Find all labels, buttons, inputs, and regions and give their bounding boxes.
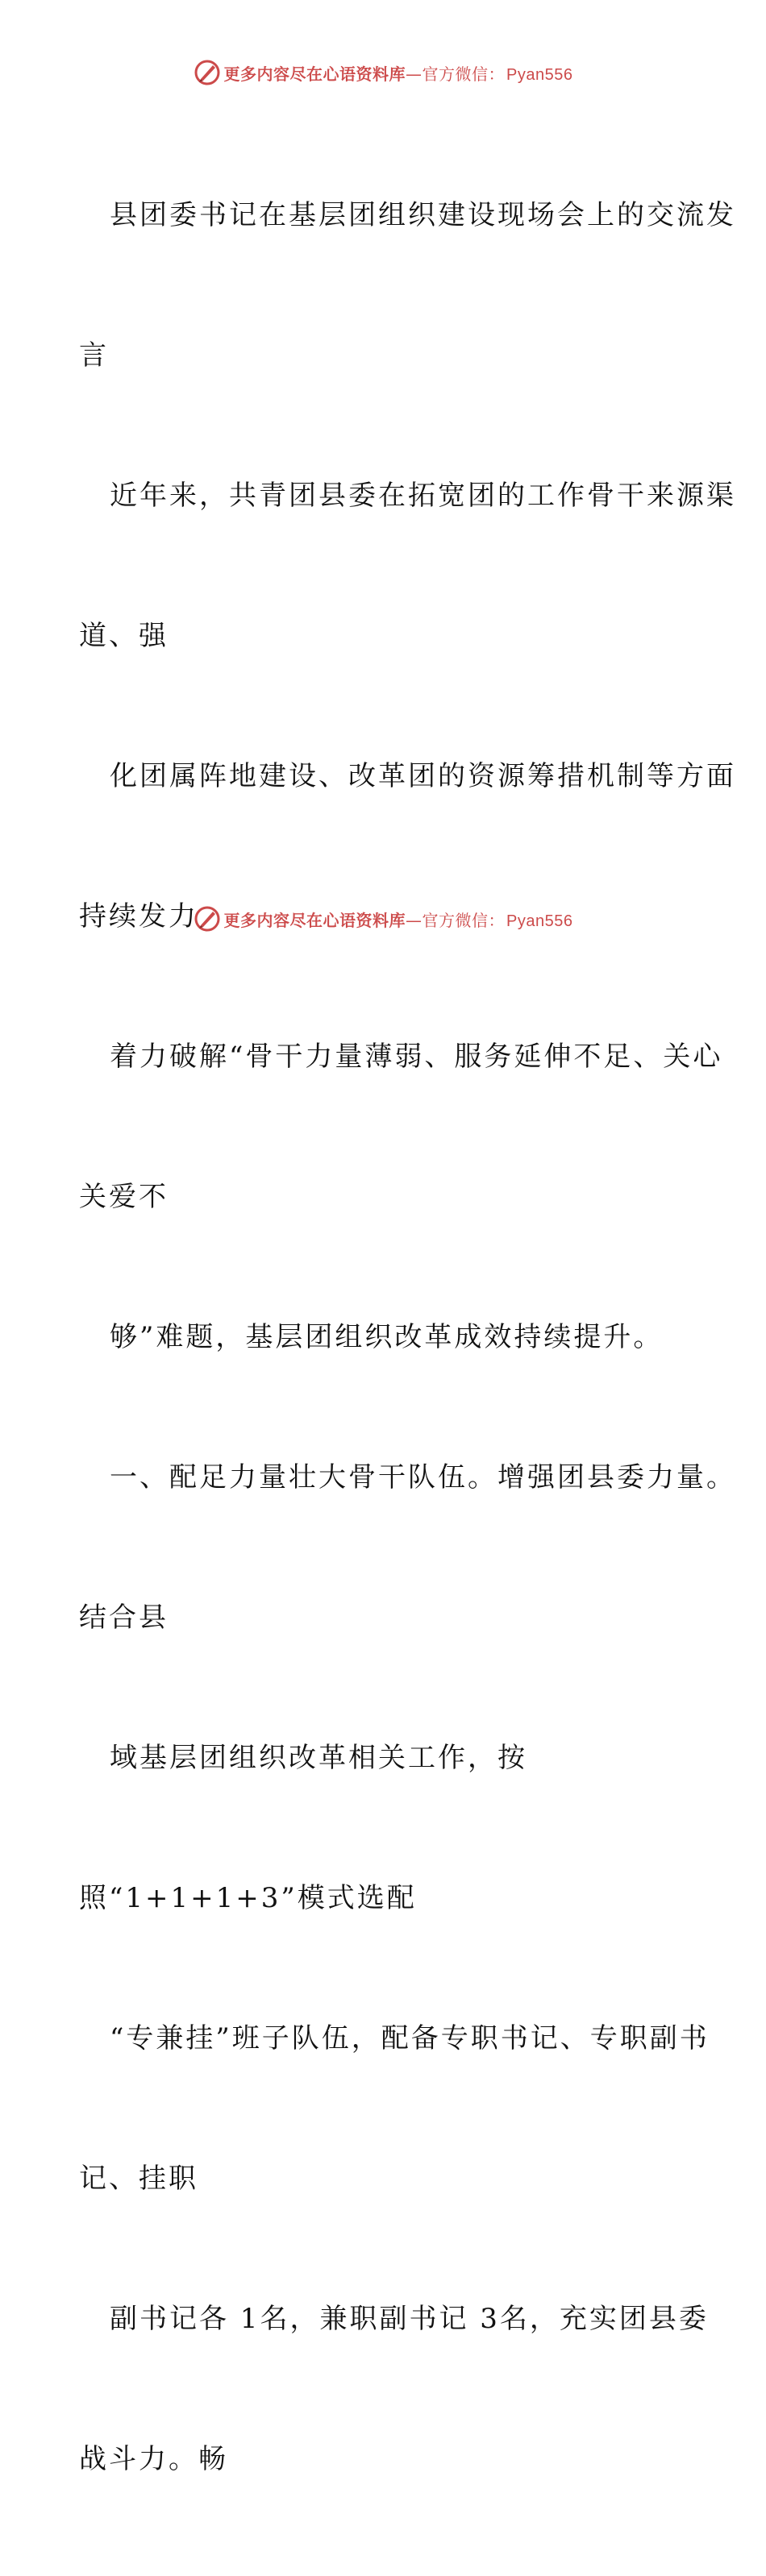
document-body	[79, 98, 736, 2576]
text-line: 言	[79, 339, 109, 372]
text-line: 一、配足力量壮大骨干队伍。增强团县委力量。	[110, 1461, 736, 1494]
text-line: 道、强	[79, 620, 169, 652]
text-line: 照“1+1+1+3”模式选配	[79, 1882, 417, 1914]
watermark-wechat-id: Pyan556	[506, 65, 573, 84]
text-line: 县团委书记在基层团组织建设现场会上的交流发	[110, 199, 736, 231]
text-line: 战斗力。畅	[79, 2443, 228, 2475]
text-line: 记、挂职	[79, 2163, 198, 2195]
quill-logo-icon	[194, 905, 221, 933]
watermark-text	[224, 61, 573, 85]
text-line: 化团属阵地建设、改革团的资源筹措机制等方面	[110, 760, 736, 792]
text-line: 够”难题，基层团组织改革成效持续提升。	[110, 1321, 664, 1353]
watermark-wechat-label: 官方微信：	[422, 910, 506, 930]
text-line: 关爱不	[79, 1181, 169, 1213]
watermark-main-text: 更多内容尽在心语资料库	[223, 910, 406, 930]
body-paragraphs	[79, 98, 736, 2576]
text-line: 着力破解“骨干力量薄弱、服务延伸不足、关心	[110, 1041, 723, 1073]
watermark-main-text: 更多内容尽在心语资料库	[223, 64, 406, 84]
text-line: 持续发力	[79, 900, 198, 933]
text-line: 结合县	[79, 1602, 169, 1634]
watermark-dash: —	[406, 64, 423, 84]
text-line: “专兼挂”班子队伍，配备专职书记、专职副书	[110, 2022, 710, 2055]
watermark-wechat-id: Pyan556	[506, 912, 573, 930]
footer-watermark-banner	[0, 903, 766, 935]
watermark-wechat-label: 官方微信：	[422, 64, 506, 84]
header-watermark-banner	[0, 56, 766, 89]
watermark-dash: —	[406, 910, 423, 930]
text-line: 副书记各 1名，兼职副书记 3名，充实团县委	[110, 2303, 709, 2335]
watermark-text	[224, 908, 573, 931]
quill-logo-icon	[194, 59, 221, 86]
text-line: 域基层团组织改革相关工作，按	[110, 1742, 527, 1774]
text-line: 近年来，共青团县委在拓宽团的工作骨干来源渠	[110, 480, 736, 512]
